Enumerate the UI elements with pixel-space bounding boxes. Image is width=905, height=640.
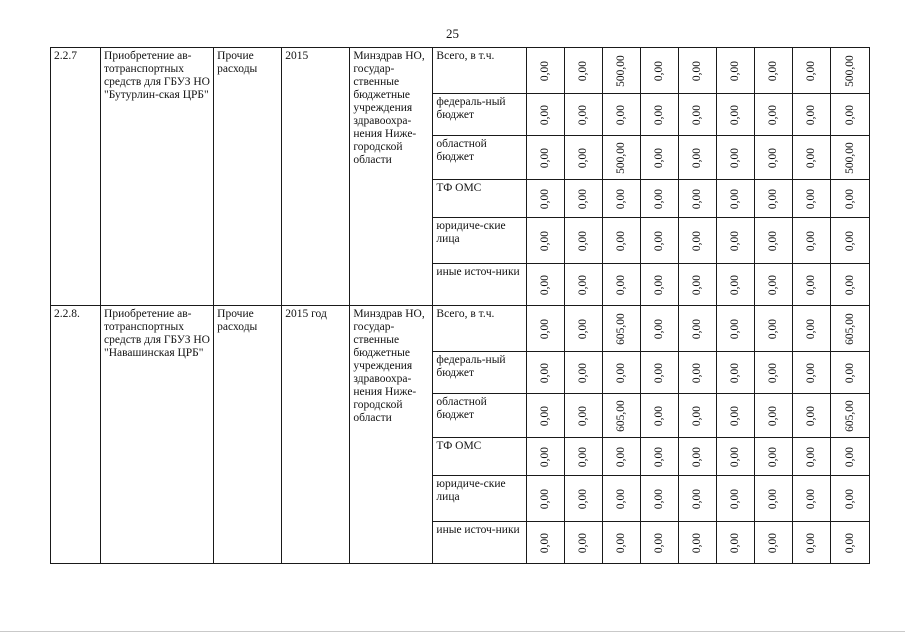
amount-value: 0,00 [767, 230, 780, 251]
amount-cell [830, 522, 869, 564]
amount-cell [678, 306, 716, 352]
amount-cell [564, 394, 602, 438]
amount-value: 0,00 [539, 362, 552, 383]
amount-cell [754, 264, 792, 306]
funding-source-label: иные источ-ники [433, 522, 526, 564]
amount-value: 0,00 [691, 405, 704, 426]
amount-cell [716, 48, 754, 94]
funding-source-label: областной бюджет [433, 136, 526, 180]
amount-cell [830, 264, 869, 306]
amount-cell [830, 48, 869, 94]
amount-cell [716, 438, 754, 476]
amount-cell [640, 394, 678, 438]
amount-value: 0,00 [805, 147, 818, 168]
amount-value: 0,00 [615, 446, 628, 467]
amount-value: 0,00 [767, 318, 780, 339]
amount-cell [716, 522, 754, 564]
amount-value: 0,00 [653, 60, 666, 81]
item-type [214, 48, 282, 306]
amount-value: 0,00 [805, 488, 818, 509]
amount-cell [830, 476, 869, 522]
amount-cell [716, 218, 754, 264]
amount-cell [716, 394, 754, 438]
amount-value: 0,00 [805, 274, 818, 295]
amount-cell [602, 394, 640, 438]
amount-value: 0,00 [767, 405, 780, 426]
amount-cell [678, 476, 716, 522]
amount-value: 0,00 [653, 405, 666, 426]
amount-value: 0,00 [767, 188, 780, 209]
amount-value: 0,00 [691, 532, 704, 553]
amount-cell [526, 94, 564, 136]
amount-cell [792, 352, 830, 394]
item-code-text: 2.2.8. [54, 308, 80, 320]
amount-cell [526, 180, 564, 218]
amount-cell [564, 306, 602, 352]
amount-cell [640, 180, 678, 218]
amount-value: 0,00 [539, 230, 552, 251]
amount-cell [678, 522, 716, 564]
amount-value: 0,00 [843, 362, 856, 383]
amount-cell [754, 476, 792, 522]
amount-value: 0,00 [615, 488, 628, 509]
budget-table [50, 47, 870, 564]
amount-cell [792, 306, 830, 352]
amount-cell [640, 218, 678, 264]
amount-value: 0,00 [729, 188, 742, 209]
amount-cell [716, 180, 754, 218]
amount-value: 0,00 [805, 230, 818, 251]
amount-value: 0,00 [691, 318, 704, 339]
item-code-text: 2.2.7 [54, 50, 77, 62]
amount-cell [792, 394, 830, 438]
amount-value: 0,00 [577, 274, 590, 295]
item-code [51, 306, 101, 564]
amount-cell [526, 136, 564, 180]
funding-source-label: ТФ ОМС [433, 438, 526, 476]
amount-value: 0,00 [577, 446, 590, 467]
amount-value: 0,00 [767, 147, 780, 168]
amount-value: 0,00 [767, 274, 780, 295]
amount-value: 0,00 [843, 274, 856, 295]
item-code [51, 48, 101, 306]
amount-cell [716, 306, 754, 352]
amount-cell [830, 394, 869, 438]
item-year-text: 2015 год [285, 308, 327, 320]
amount-value: 0,00 [691, 362, 704, 383]
amount-cell [754, 306, 792, 352]
amount-cell [526, 264, 564, 306]
amount-value: 0,00 [691, 446, 704, 467]
amount-value: 0,00 [577, 318, 590, 339]
amount-value: 0,00 [615, 104, 628, 125]
amount-value: 0,00 [615, 532, 628, 553]
amount-value: 605,00 [615, 312, 628, 345]
amount-value: 0,00 [539, 274, 552, 295]
amount-value: 0,00 [767, 446, 780, 467]
amount-value: 0,00 [615, 230, 628, 251]
amount-cell [564, 476, 602, 522]
amount-cell [754, 438, 792, 476]
amount-value: 0,00 [805, 446, 818, 467]
funding-source-label: Всего, в т.ч. [433, 306, 526, 352]
funding-source-label: юридиче-ские лица [433, 476, 526, 522]
amount-value: 0,00 [729, 488, 742, 509]
amount-cell [526, 438, 564, 476]
amount-value: 0,00 [805, 318, 818, 339]
item-name [101, 306, 214, 564]
amount-cell [678, 180, 716, 218]
table-row [51, 306, 870, 352]
amount-cell [564, 94, 602, 136]
amount-cell [830, 438, 869, 476]
amount-value: 0,00 [539, 318, 552, 339]
item-year-text: 2015 [285, 50, 309, 62]
amount-cell [640, 522, 678, 564]
amount-value: 0,00 [729, 147, 742, 168]
amount-value: 0,00 [539, 532, 552, 553]
funding-source-label: ТФ ОМС [433, 180, 526, 218]
amount-cell [830, 306, 869, 352]
amount-value: 0,00 [577, 488, 590, 509]
amount-value: 0,00 [691, 488, 704, 509]
amount-cell [754, 48, 792, 94]
amount-value: 0,00 [653, 104, 666, 125]
amount-value: 0,00 [577, 147, 590, 168]
amount-value: 0,00 [805, 405, 818, 426]
amount-cell [754, 522, 792, 564]
funding-source-label: юридиче-ские лица [433, 218, 526, 264]
amount-value: 0,00 [653, 274, 666, 295]
amount-cell [640, 264, 678, 306]
amount-value: 0,00 [539, 147, 552, 168]
page-number: 25 [446, 26, 459, 41]
amount-value: 0,00 [729, 230, 742, 251]
amount-value: 0,00 [805, 188, 818, 209]
amount-cell [602, 136, 640, 180]
amount-value: 0,00 [577, 188, 590, 209]
funding-source-label: областной бюджет [433, 394, 526, 438]
amount-value: 0,00 [843, 488, 856, 509]
amount-cell [564, 438, 602, 476]
amount-value: 0,00 [805, 104, 818, 125]
amount-value: 0,00 [691, 104, 704, 125]
amount-cell [754, 94, 792, 136]
amount-cell [526, 352, 564, 394]
amount-cell [792, 476, 830, 522]
amount-value: 0,00 [691, 60, 704, 81]
amount-value: 0,00 [843, 446, 856, 467]
amount-value: 0,00 [577, 532, 590, 553]
amount-cell [602, 476, 640, 522]
amount-cell [716, 476, 754, 522]
amount-value: 0,00 [691, 274, 704, 295]
amount-value: 0,00 [767, 488, 780, 509]
amount-cell [678, 48, 716, 94]
amount-cell [602, 264, 640, 306]
amount-cell [830, 94, 869, 136]
amount-cell [754, 136, 792, 180]
item-type-text: Прочие расходы [217, 308, 258, 333]
item-type-text: Прочие расходы [217, 50, 258, 75]
amount-value: 0,00 [539, 60, 552, 81]
amount-value: 0,00 [653, 446, 666, 467]
amount-value: 0,00 [577, 104, 590, 125]
amount-value: 0,00 [729, 532, 742, 553]
amount-value: 0,00 [729, 405, 742, 426]
amount-value: 0,00 [615, 274, 628, 295]
amount-value: 0,00 [539, 488, 552, 509]
amount-value: 0,00 [653, 362, 666, 383]
amount-value: 0,00 [577, 362, 590, 383]
amount-cell [602, 352, 640, 394]
amount-cell [716, 94, 754, 136]
amount-value: 605,00 [615, 399, 628, 432]
amount-value: 0,00 [767, 362, 780, 383]
table-row [51, 48, 870, 94]
amount-value: 0,00 [539, 446, 552, 467]
funding-source-label: иные источ-ники [433, 264, 526, 306]
amount-cell [792, 218, 830, 264]
amount-cell [526, 394, 564, 438]
amount-cell [602, 522, 640, 564]
amount-value: 0,00 [577, 60, 590, 81]
amount-value: 0,00 [653, 488, 666, 509]
amount-cell [564, 352, 602, 394]
amount-cell [640, 94, 678, 136]
item-type [214, 306, 282, 564]
amount-cell [792, 522, 830, 564]
amount-value: 0,00 [767, 60, 780, 81]
amount-cell [526, 218, 564, 264]
amount-value: 500,00 [843, 141, 856, 174]
amount-cell [754, 180, 792, 218]
amount-cell [564, 218, 602, 264]
amount-value: 0,00 [729, 104, 742, 125]
amount-cell [678, 94, 716, 136]
amount-value: 0,00 [653, 147, 666, 168]
amount-cell [564, 264, 602, 306]
amount-value: 0,00 [767, 104, 780, 125]
amount-value: 0,00 [843, 230, 856, 251]
amount-cell [792, 438, 830, 476]
amount-cell [678, 218, 716, 264]
item-year [282, 306, 350, 564]
amount-cell [564, 180, 602, 218]
amount-cell [640, 352, 678, 394]
amount-cell [640, 306, 678, 352]
amount-cell [564, 136, 602, 180]
item-executor [350, 306, 433, 564]
funding-source-label: федераль-ный бюджет [433, 352, 526, 394]
item-year [282, 48, 350, 306]
amount-cell [602, 180, 640, 218]
amount-cell [830, 352, 869, 394]
item-name [101, 48, 214, 306]
amount-cell [602, 438, 640, 476]
amount-cell [792, 48, 830, 94]
amount-value: 0,00 [653, 230, 666, 251]
amount-value: 0,00 [729, 362, 742, 383]
amount-cell [678, 438, 716, 476]
amount-value: 0,00 [767, 532, 780, 553]
amount-value: 0,00 [805, 532, 818, 553]
amount-cell [716, 352, 754, 394]
amount-cell [640, 476, 678, 522]
amount-cell [754, 394, 792, 438]
amount-value: 0,00 [729, 318, 742, 339]
amount-cell [564, 48, 602, 94]
item-name-text: Приобретение ав-тотранспортных средств для ГБУЗ НО "Навашинская ЦРБ" [104, 308, 210, 359]
amount-cell [602, 306, 640, 352]
amount-cell [716, 264, 754, 306]
amount-value: 0,00 [729, 446, 742, 467]
amount-value: 0,00 [539, 405, 552, 426]
amount-value: 0,00 [691, 147, 704, 168]
amount-value: 0,00 [805, 362, 818, 383]
amount-cell [564, 522, 602, 564]
item-executor-text: Минздрав НО, государ-ственные бюджетные учреждения здравоохра-нения Ниже-городской области [353, 308, 425, 424]
funding-source-label: федераль-ный бюджет [433, 94, 526, 136]
amount-cell [830, 180, 869, 218]
amount-value: 0,00 [653, 318, 666, 339]
amount-value: 0,00 [577, 230, 590, 251]
amount-cell [526, 522, 564, 564]
amount-value: 0,00 [539, 104, 552, 125]
amount-value: 0,00 [653, 188, 666, 209]
amount-value: 0,00 [577, 405, 590, 426]
amount-cell [792, 264, 830, 306]
amount-value: 0,00 [729, 60, 742, 81]
amount-cell [792, 180, 830, 218]
item-name-text: Приобретение ав-тотранспортных средств для ГБУЗ НО "Бутурлин-ская ЦРБ" [104, 50, 210, 101]
amount-cell [678, 394, 716, 438]
amount-value: 0,00 [843, 104, 856, 125]
amount-cell [640, 136, 678, 180]
amount-value: 0,00 [615, 362, 628, 383]
amount-cell [526, 306, 564, 352]
funding-source-label: Всего, в т.ч. [433, 48, 526, 94]
amount-cell [678, 352, 716, 394]
scan-artifact-line [0, 631, 905, 632]
amount-value: 0,00 [805, 60, 818, 81]
amount-cell [602, 94, 640, 136]
item-executor [350, 48, 433, 306]
amount-cell [640, 438, 678, 476]
amount-value: 0,00 [691, 188, 704, 209]
amount-cell [754, 352, 792, 394]
amount-cell [602, 218, 640, 264]
amount-value: 0,00 [691, 230, 704, 251]
amount-cell [792, 136, 830, 180]
amount-cell [754, 218, 792, 264]
amount-value: 605,00 [843, 312, 856, 345]
amount-value: 0,00 [653, 532, 666, 553]
amount-value: 500,00 [843, 54, 856, 87]
amount-value: 0,00 [729, 274, 742, 295]
amount-cell [640, 48, 678, 94]
amount-value: 605,00 [843, 399, 856, 432]
item-executor-text: Минздрав НО, государ-ственные бюджетные учреждения здравоохра-нения Ниже-городской области [353, 50, 425, 166]
amount-value: 500,00 [615, 141, 628, 174]
amount-value: 0,00 [539, 188, 552, 209]
amount-cell [678, 136, 716, 180]
amount-cell [526, 476, 564, 522]
amount-value: 0,00 [843, 188, 856, 209]
amount-value: 500,00 [615, 54, 628, 87]
amount-cell [526, 48, 564, 94]
amount-cell [602, 48, 640, 94]
amount-cell [792, 94, 830, 136]
amount-cell [830, 136, 869, 180]
amount-value: 0,00 [843, 532, 856, 553]
amount-cell [830, 218, 869, 264]
amount-cell [716, 136, 754, 180]
amount-value: 0,00 [615, 188, 628, 209]
amount-cell [678, 264, 716, 306]
